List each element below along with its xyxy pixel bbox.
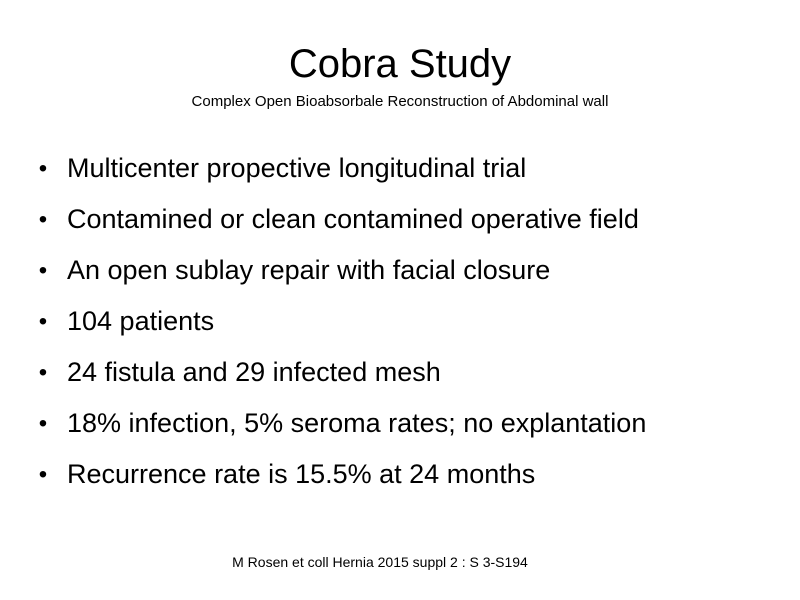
slide-subtitle: Complex Open Bioabsorbale Reconstruction of Abdominal wall xyxy=(191,93,609,110)
bullet-list xyxy=(34,143,794,500)
bullet-dot-icon: • xyxy=(38,155,48,182)
bullet-item xyxy=(34,245,794,296)
bullet-item xyxy=(34,347,794,398)
bullet-dot-icon: • xyxy=(38,257,48,284)
bullet-dot-icon: • xyxy=(38,359,48,386)
bullet-dot-icon: • xyxy=(38,206,48,233)
bullet-item xyxy=(34,449,794,500)
bullet-text: 18% infection, 5% seroma rates; no explantation xyxy=(67,408,647,438)
bullet-dot-icon: • xyxy=(38,461,48,488)
bullet-item xyxy=(34,194,794,245)
citation-text: M Rosen et coll Hernia 2015 suppl 2 : S 3-S194 xyxy=(232,554,528,570)
bullet-text: 104 patients xyxy=(67,306,215,336)
bullet-text: Multicenter propective longitudinal trial xyxy=(67,153,527,183)
bullet-dot-icon: • xyxy=(38,410,48,437)
slide-title: Cobra Study xyxy=(288,42,512,86)
bullet-item xyxy=(34,296,794,347)
bullet-item xyxy=(34,143,794,194)
bullet-text: An open sublay repair with facial closure xyxy=(67,255,551,285)
bullet-text: Contamined or clean contamined operative field xyxy=(67,204,639,234)
bullet-dot-icon: • xyxy=(38,308,48,335)
bullet-item xyxy=(34,398,794,449)
bullet-text: 24 fistula and 29 infected mesh xyxy=(67,357,441,387)
bullet-text: Recurrence rate is 15.5% at 24 months xyxy=(67,459,536,489)
